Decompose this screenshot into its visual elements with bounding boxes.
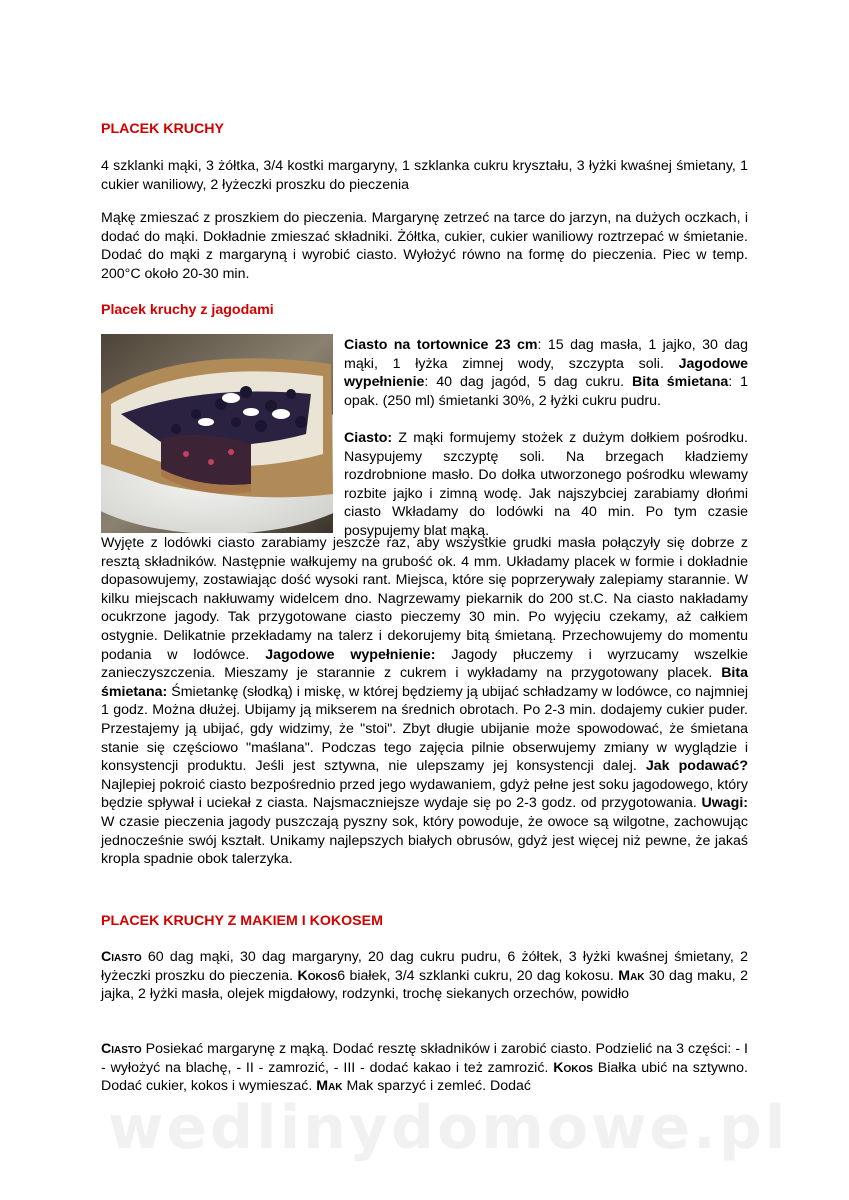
text-uwagi: W czasie pieczenia jagody puszczają pyszny sok, który powoduje, że owoce są wilgotne, zachowując jednocześnie swój kształt. Unikamy najlepszych białych obrusów, gdyż jest więcej niż pewne, że jakaś kropla spadnie obok talerzyka. [101, 813, 748, 868]
text-r3-ciasto: 60 dag mąki, 30 dag margaryny, 20 dag cukru pudru, 6 żółtek, 3 łyżki kwaśnej śmietany, 2 łyżeczki proszku do pieczenia. [101, 949, 748, 984]
text-r3m-kokos: Białka ubić na sztywno. Dodać cukier, kokos i wymieszać. [101, 1059, 748, 1095]
text-method-body: Wyjęte z lodówki ciasto zarabiamy jeszcze raz, aby wszystkie grudki masła połączyły się dobrze z resztą składników. Następnie wałkujemy na grubość ok. 4 mm. Układamy placek w formie i dokładnie dopasowujemy, zostawiając dość wysoki rant. Miejsca, które się poprzerywały zalepiamy starannie. W kilku miejscach nakłuwamy widelcem dno. Nagrzewamy piekarnik do 200 st.C. Na ciasto nakładamy ocukrzone jagody. Tak przygotowane ciasto pieczemy 30 min. Po wyjęciu czekamy, aż całkiem ostygnie. Delikatnie przekładamy na talerz i dekorujemy bitą śmietaną. Przechowujemy do momentu podania w lodówce. [101, 535, 748, 663]
label-r3m-kokos: Kokos [553, 1059, 593, 1076]
label-ciasto-tortownica: Ciasto na tortownice 23 cm [344, 337, 538, 353]
text-bita-smietana: Śmietankę (słodką) i miskę, w której będziemy ją ubijać schładzamy w lodówce, co najmniej 1 godz. Można dłużej. Ubijamy ją mikserem na średnich obrotach. Po 2-3 min. dodajemy cukier puder. Przestajemy ją ubijać, gdy widzimy, że "stoi". Zbyt długie ubijanie może spowodować, że śmietana stanie się częściowo "maślana". Podczas tego zajęcia pilnie obserwujemy zmiany w wyglądzie i konsystencji produktu. Jeśli jest sztywna, nie ulepszamy jej konsystencji dalej. [101, 683, 748, 775]
recipe1-method: Mąkę zmieszać z proszkiem do pieczenia. Margarynę zetrzeć na tarce do jarzyn, na dużych oczkach, i dodać do mąki. Dokładnie zmieszać składniki. Żółtka, cukier, cukier waniliowy roztrzepać w śmietanie. Dodać do mąki z margaryną i wyrobić ciasto. Wyłożyć równo na formę do pieczenia. Piec w temp. 200°C około 20-30 min. [101, 210, 748, 282]
recipe2-title: Placek kruchy z jagodami [101, 302, 274, 318]
text-r3m-ciasto: Posiekać margarynę z mąką. Dodać resztę składników i zarobić ciasto. Podzielić na 3 części: - I - wyłożyć na blachę, - II - zamrozić, - III - dodać kakao i też zamrozić. [101, 1041, 748, 1076]
text-ciasto: Z mąki formujemy stożek z dużym dołkiem pośrodku. Nasypujemy szczyptę soli. Na brzegach kładziemy rozdrobnione masło. Do dołka utworzonego pośrodku wlewamy rozbite jajko i zimną wodę. Jak najszybciej zarabiamy dłońmi ciasto Wkładamy do lodówki na 40 min. Po tym czasie posypujemy blat mąką. [344, 430, 748, 539]
text-r3-mak: 30 dag maku, 2 jajka, 2 łyżki masła, olejek migdałowy, rodzynki, trochę siekanych orzechów, powidło [101, 967, 748, 1003]
recipe2-method-body [101, 534, 748, 869]
text-bita: : 1 opak. (250 ml) śmietanki 30%, 2 łyżki cukru pudru. [344, 374, 748, 409]
recipe2-ingredients [344, 336, 748, 410]
text-r3-kokos: 6 białek, 3/4 szklanki cukru, 20 dag kokosu. [337, 967, 619, 984]
label-r3m-mak: Mak [316, 1078, 343, 1095]
text-r3m-mak: Mak sparzyć i zemleć. Dodać [342, 1078, 531, 1095]
label-bita-smietana: Bita śmietana: [101, 665, 748, 700]
recipe3-title: PLACEK KRUCHY Z MAKIEM I KOKOSEM [101, 913, 383, 929]
label-r3-kokos: Kokos [297, 967, 338, 984]
recipe3-ingredients [101, 948, 748, 1004]
text-ciasto-tortownica: : 15 dag masła, 1 jajko, 30 dag mąki, 1 łyżka zimnej wody, szczypta soli. [344, 337, 748, 372]
label-jagodowe: Jagodowe wypełnienie [344, 355, 748, 391]
label-jagodowe-wypelnienie: Jagodowe wypełnienie: [265, 646, 436, 663]
label-ciasto: Ciasto: [344, 430, 393, 446]
tart-illustration [101, 334, 333, 533]
watermark: wedlinydomowe.pl [108, 1093, 789, 1163]
recipe2-method-wrapped [344, 429, 748, 541]
label-uwagi: Uwagi: [701, 795, 748, 812]
label-r3m-ciasto: Ciasto [101, 1041, 142, 1057]
label-r3-mak: Mak [618, 967, 645, 984]
label-jak-podawac: Jak podawać? [645, 758, 748, 775]
recipe1-title: PLACEK KRUCHY [101, 121, 224, 137]
text-jagodowe-wypelnienie: Jagody płuczemy i wyrzucamy wszelkie zanieczyszczenia. Mieszamy je starannie z cukrem i wykładamy na przygotowany placek. [101, 646, 748, 682]
blueberry-tart-photo [101, 334, 333, 533]
label-r3-ciasto: Ciasto [101, 949, 142, 965]
text-jak-podawac: Najlepiej pokroić ciasto bezpośrednio przed jego wydawaniem, gdyż pełne jest soku jagodowego, który będzie spływał i uciekał z ciasta. Najsmaczniejsze wydaje się po 2-3 godz. od przygotowania. [101, 776, 748, 812]
recipe1-ingredients: 4 szklanki mąki, 3 żółtka, 3/4 kostki margaryny, 1 szklanka cukru kryształu, 3 łyżki kwaśnej śmietany, 1 cukier waniliowy, 2 łyżeczki proszku do pieczenia [101, 158, 748, 193]
text-jagodowe: : 40 dag jagód, 5 dag cukru. [424, 374, 633, 391]
label-bita: Bita śmietana [632, 374, 729, 391]
